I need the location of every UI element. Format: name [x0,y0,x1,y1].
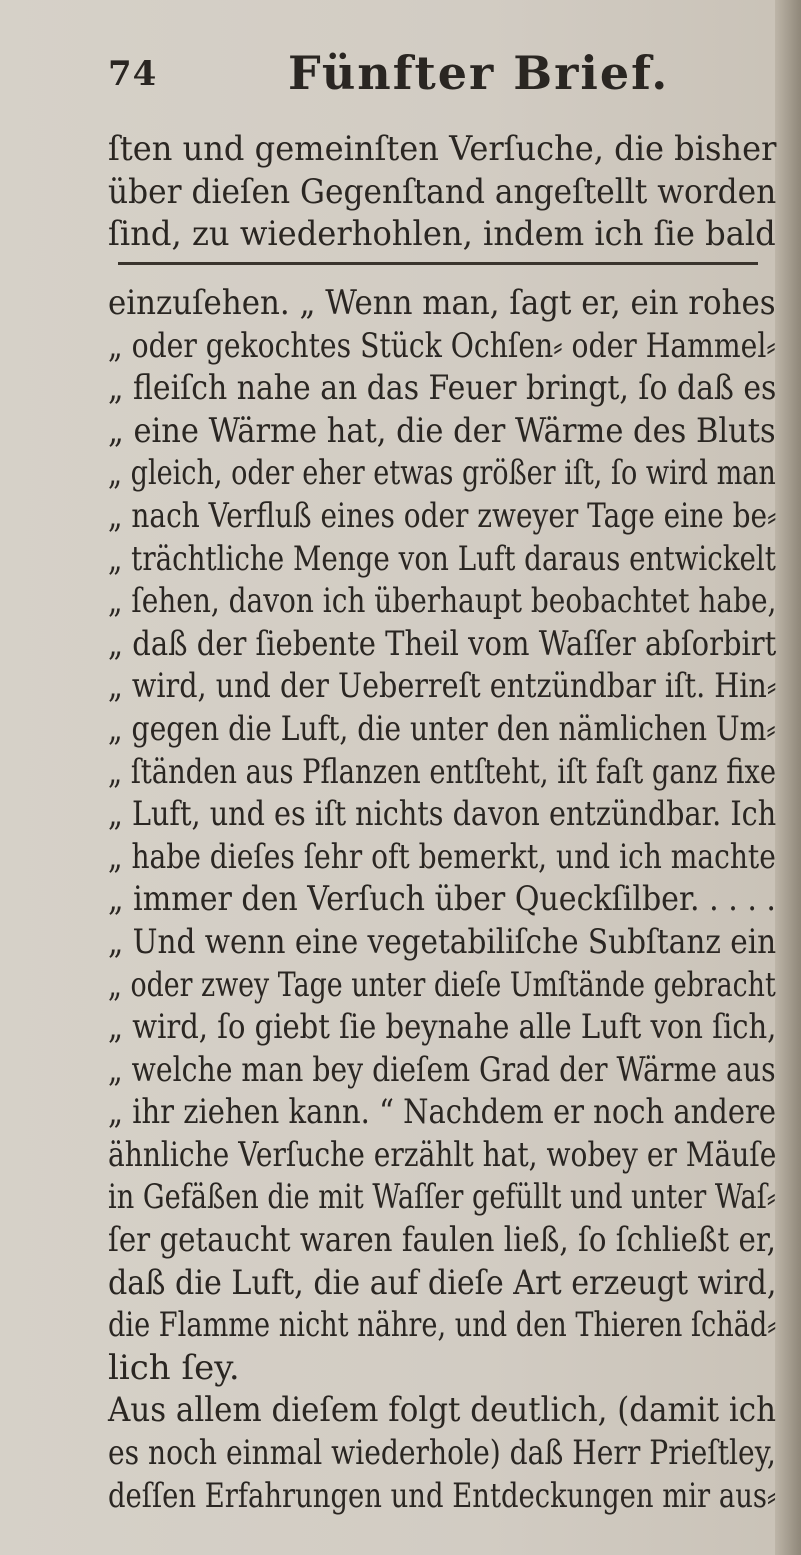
text-line: „ ihr ziehen kann. “ Nachdem er noch andere [108,1092,776,1133]
text-line: ſind, zu wiederhohlen, indem ich ſie bald [108,214,776,255]
text-line: „ oder gekochtes Stück Ochſen⸗ oder Hammel⸗ [108,325,776,366]
text-line: einzuſehen. „ Wenn man, ſagt er, ein rohes [108,283,776,323]
text-line: „ nach Verfluß eines oder zweyer Tage eine be⸗ [108,495,777,536]
divider-rule [118,262,758,265]
text-line: „ trächtliche Menge von Luft daraus entwickelt [108,538,776,579]
top-paragraph [108,128,776,256]
page-number: 74 [108,54,158,94]
text-line: „ immer den Verſuch über Queckſilber. . . . . [108,879,776,920]
text-line: „ habe dieſes ſehr oft bemerkt, und ich machte [108,836,776,877]
text-line: in Gefäßen die mit Waſſer gefüllt und unter Waſ⸗ [108,1177,776,1218]
running-title: Fünfter Brief. [288,46,670,100]
main-paragraph [108,282,776,1517]
text-line: „ eine Wärme hat, die der Wärme des Bluts [108,410,776,451]
text-line: die Flamme nicht nähre, und den Thieren ſchäd⸗ [108,1305,777,1346]
text-line: „ Und wenn eine vegetabiliſche Subſtanz ein [108,921,777,962]
text-line: ähnliche Verſuche erzählt hat, wobey er Mäuſe [108,1134,777,1175]
text-line: ſer getaucht waren faulen ließ, ſo ſchließt er, [108,1220,776,1261]
text-line: über dieſen Gegenſtand angeſtellt worden [108,171,777,212]
text-line: „ ſehen, davon ich überhaupt beobachtet habe, [108,581,777,622]
page-header [108,40,768,110]
text-line: Aus allem dieſem folgt deutlich, (damit ich [108,1390,777,1431]
text-line: „ wird, und der Ueberreſt entzündbar iſt. Hin⸗ [108,666,777,707]
text-line: „ gegen die Luft, die unter den nämlichen Um⸗ [108,708,776,749]
text-line: „ gleich, oder eher etwas größer iſt, ſo wird man [108,453,776,494]
text-line: „ Luft, und es iſt nichts davon entzündbar. Ich [108,794,777,835]
text-line: „ wird, ſo giebt ſie beynahe alle Luft von ſich, [108,1007,777,1048]
text-line: lich ſey. [108,1347,240,1388]
page-edge [775,0,801,1555]
text-line: „ ſtänden aus Pflanzen entſteht, iſt faſt ganz fixe [108,751,777,792]
text-line: „ welche man bey dieſem Grad der Wärme aus [108,1049,776,1090]
text-line: „ fleiſch nahe an das Feuer bringt, ſo daß es [108,368,777,409]
text-line: deſſen Erfahrungen und Entdeckungen mir aus⸗ [108,1475,777,1516]
text-line: „ oder zwey Tage unter dieſe Umſtände gebracht [108,964,776,1005]
text-line: ſten und gemeinſten Verſuche, die bisher [108,129,777,169]
text-line: daß die Luft, die auf dieſe Art erzeugt wird, [108,1262,777,1303]
text-line: „ daß der ſiebente Theil vom Waſſer abſorbirt [108,623,777,664]
text-line: es noch einmal wiederhole) daß Herr Prieſtley, [108,1433,776,1474]
